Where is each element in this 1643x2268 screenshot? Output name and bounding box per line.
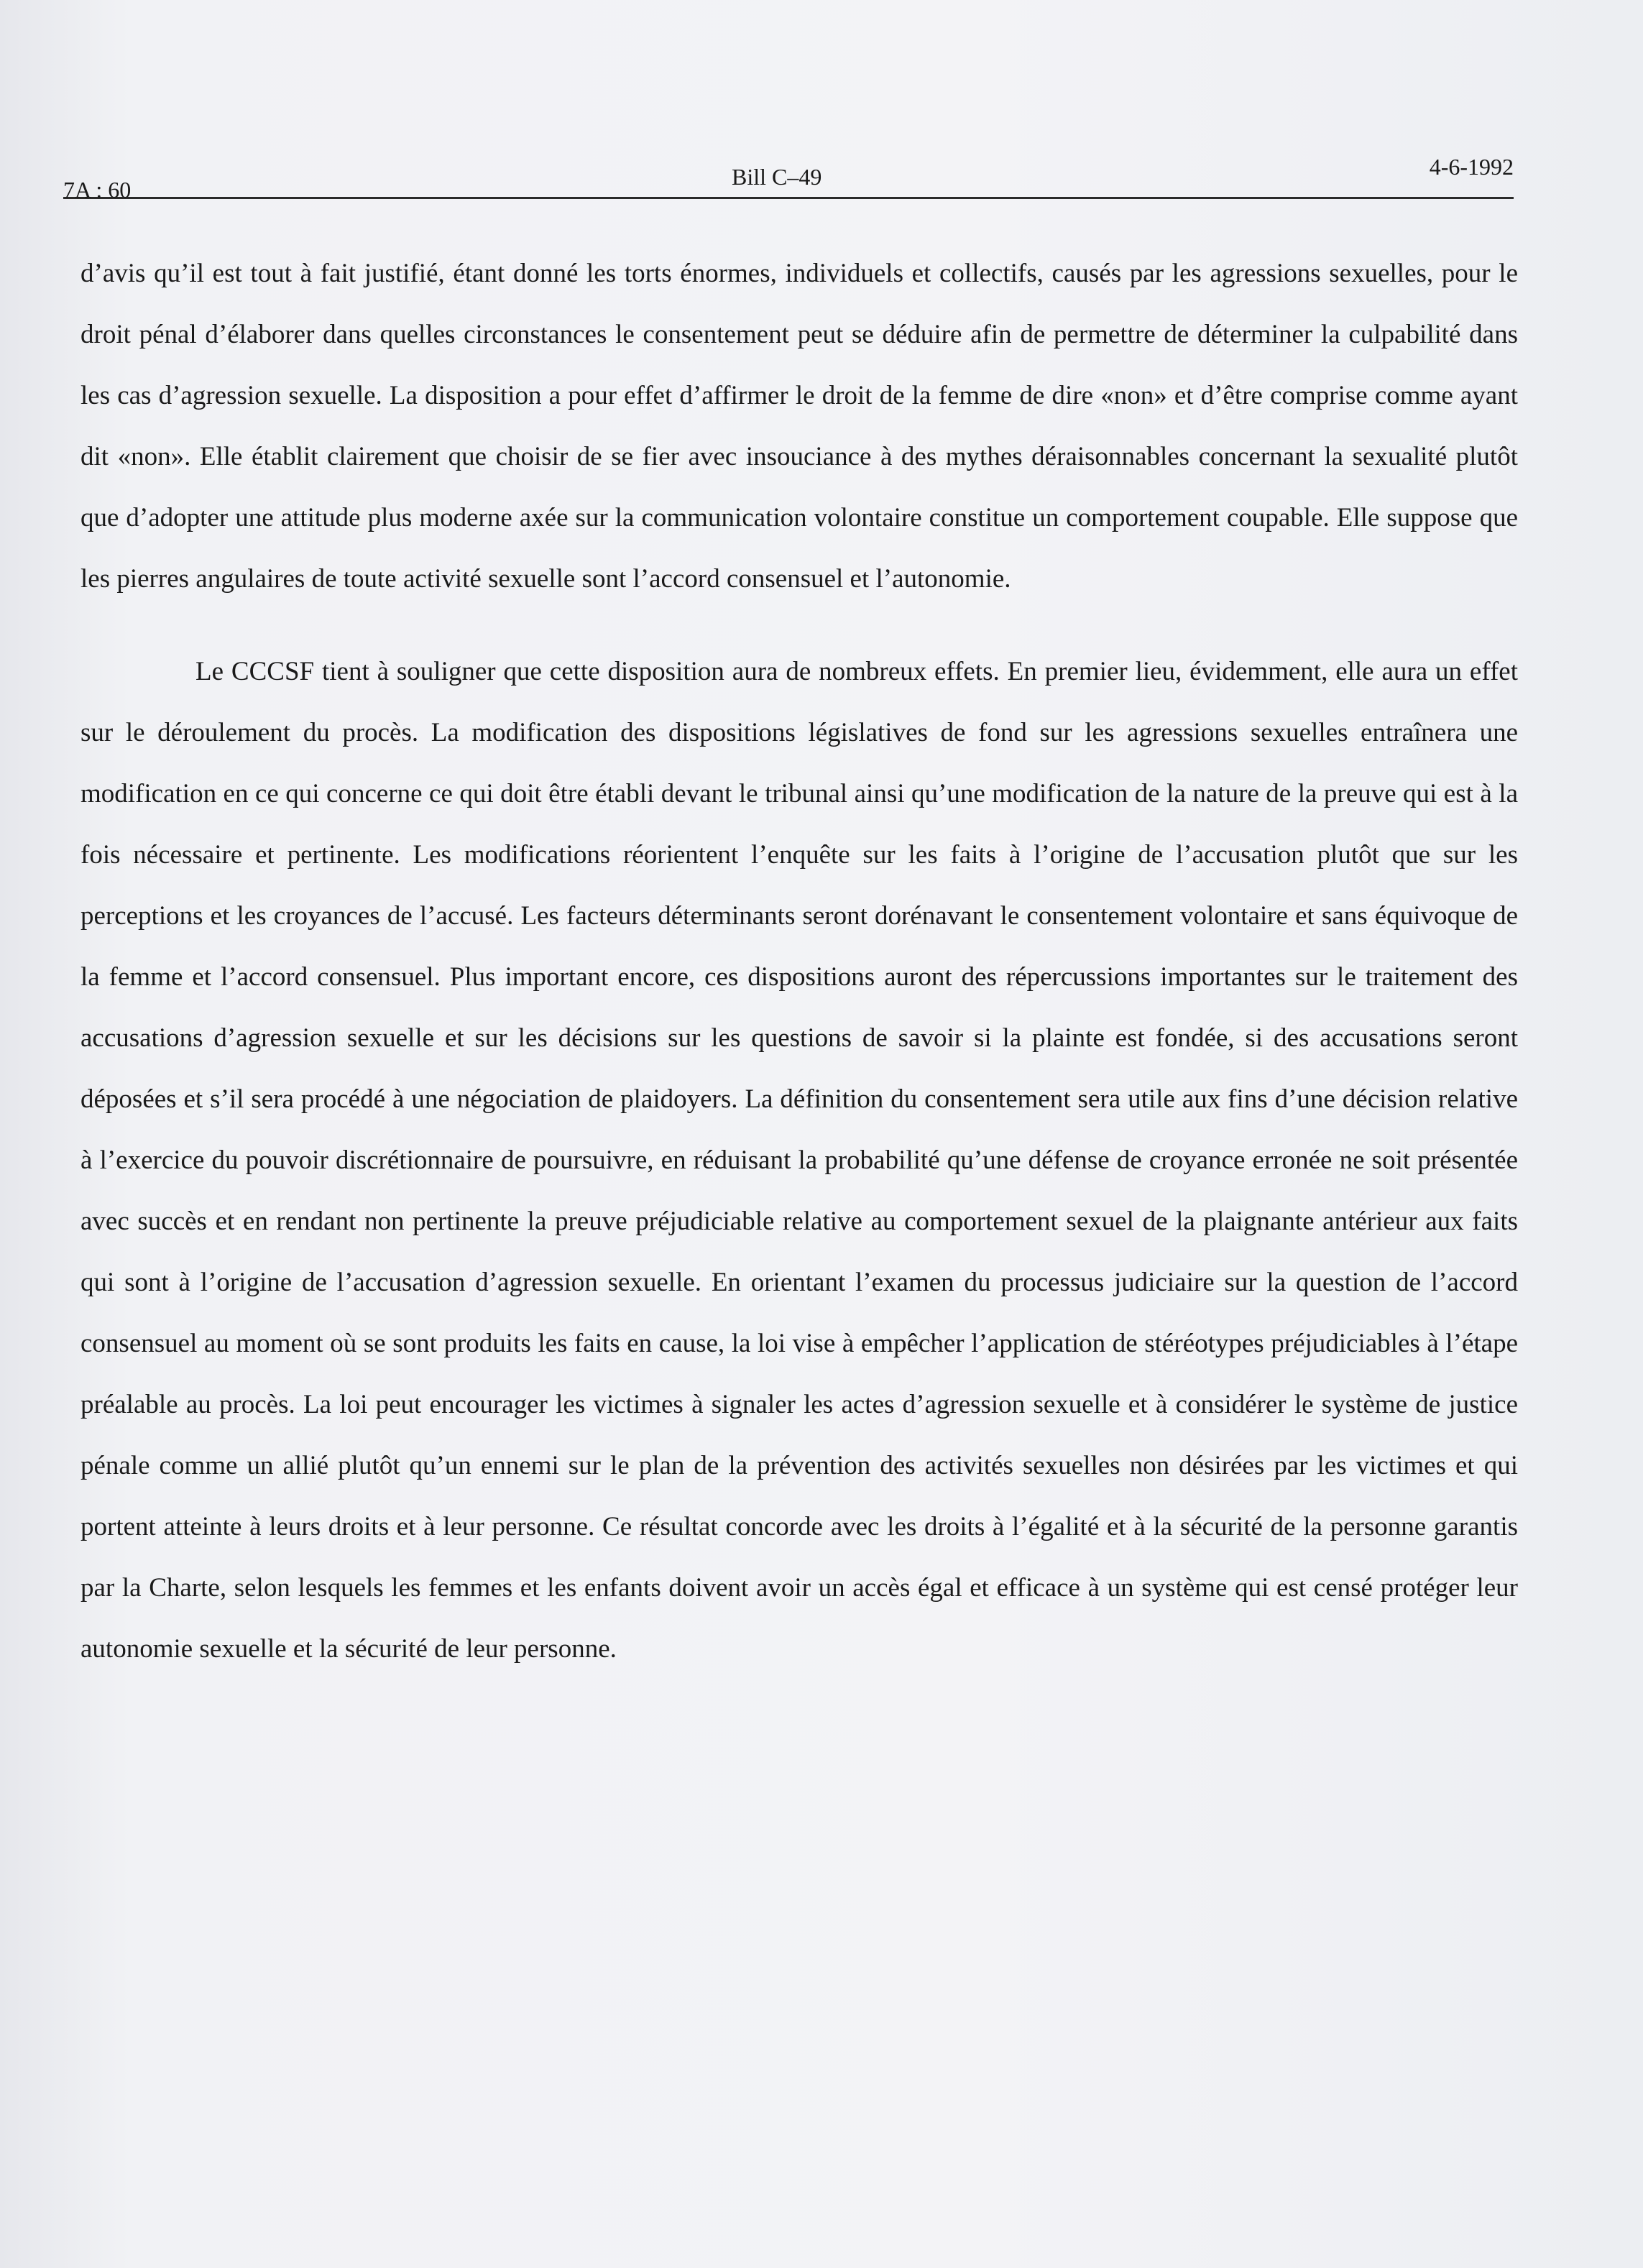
document-body — [80, 243, 1518, 1679]
paragraph-2: Le CCCSF tient à souligner que cette disposition aura de nombreux effets. En premier lieu, évidemment, elle aura un effet sur le déroulement du procès. La modification des dispositions législatives de fond sur les agressions sexuelles entraînera une modification en ce qui concerne ce qui doit être établi devant le tribunal ainsi qu’une modification de la nature de la preuve qui est à la fois nécessaire et pertinente. Les modifications réorientent l’enquête sur les faits à l’origine de l’accusation plutôt que sur les perceptions et les croyances de l’accusé. Les facteurs déterminants seront dorénavant le consentement volontaire et sans équivoque de la femme et l’accord consensuel. Plus important encore, ces dispositions auront des répercussions importantes sur le traitement des accusations d’agression sexuelle et sur les décisions sur les questions de savoir si la plainte est fondée, si des accusations seront déposées et s’il sera procédé à une négociation de plaidoyers. La définition du consentement sera utile aux fins d’une décision relative à l’exercice du pouvoir discrétionnaire de poursuivre, en réduisant la probabilité qu’une défense de croyance erronée ne soit présentée avec succès et en rendant non pertinente la preuve préjudiciable relative au comportement sexuel de la plaignante antérieur aux faits qui sont à l’origine de l’accusation d’agression sexuelle. En orientant l’examen du processus judiciaire sur la question de l’accord consensuel au moment où se sont produits les faits en cause, la loi vise à empêcher l’application de stéréotypes préjudiciables à l’étape préalable au procès. La loi peut encourager les victimes à signaler les actes d’agression sexuelle et à considérer le système de justice pénale comme un allié plutôt qu’un ennemi sur le plan de la prévention des activités sexuelles non désirées par les victimes et qui portent atteinte à leurs droits et à leur personne. Ce résultat concorde avec les droits à l’égalité et à la sécurité de la personne garantis par la Charte, selon lesquels les femmes et les enfants doivent avoir un accès égal et efficace à un système qui est censé protéger leur autonomie sexuelle et la sécurité de leur personne. — [80, 657, 1518, 1664]
running-header — [63, 154, 1514, 203]
header-date: 4-6-1992 — [1429, 154, 1514, 180]
paragraph-1: d’avis qu’il est tout à fait justifié, étant donné les torts énormes, individuels et collectifs, causés par les agressions sexuelles, pour le droit pénal d’élaborer dans quelles circonstances le consentement peut se déduire afin de permettre de déterminer la culpabilité dans les cas d’agression sexuelle. La disposition a pour effet d’affirmer le droit de la femme de dire «non» et d’être comprise comme ayant dit «non». Elle établit clairement que choisir de se fier avec insouciance à des mythes déraisonnables concernant la sexualité plutôt que d’adopter une attitude plus moderne axée sur la communication volontaire constitue un comportement coupable. Elle suppose que les pierres angulaires de toute activité sexuelle sont l’accord consensuel et l’autonomie. — [80, 259, 1518, 594]
bill-title: Bill C–49 — [732, 164, 822, 190]
page-number: 7A : 60 — [63, 177, 132, 203]
